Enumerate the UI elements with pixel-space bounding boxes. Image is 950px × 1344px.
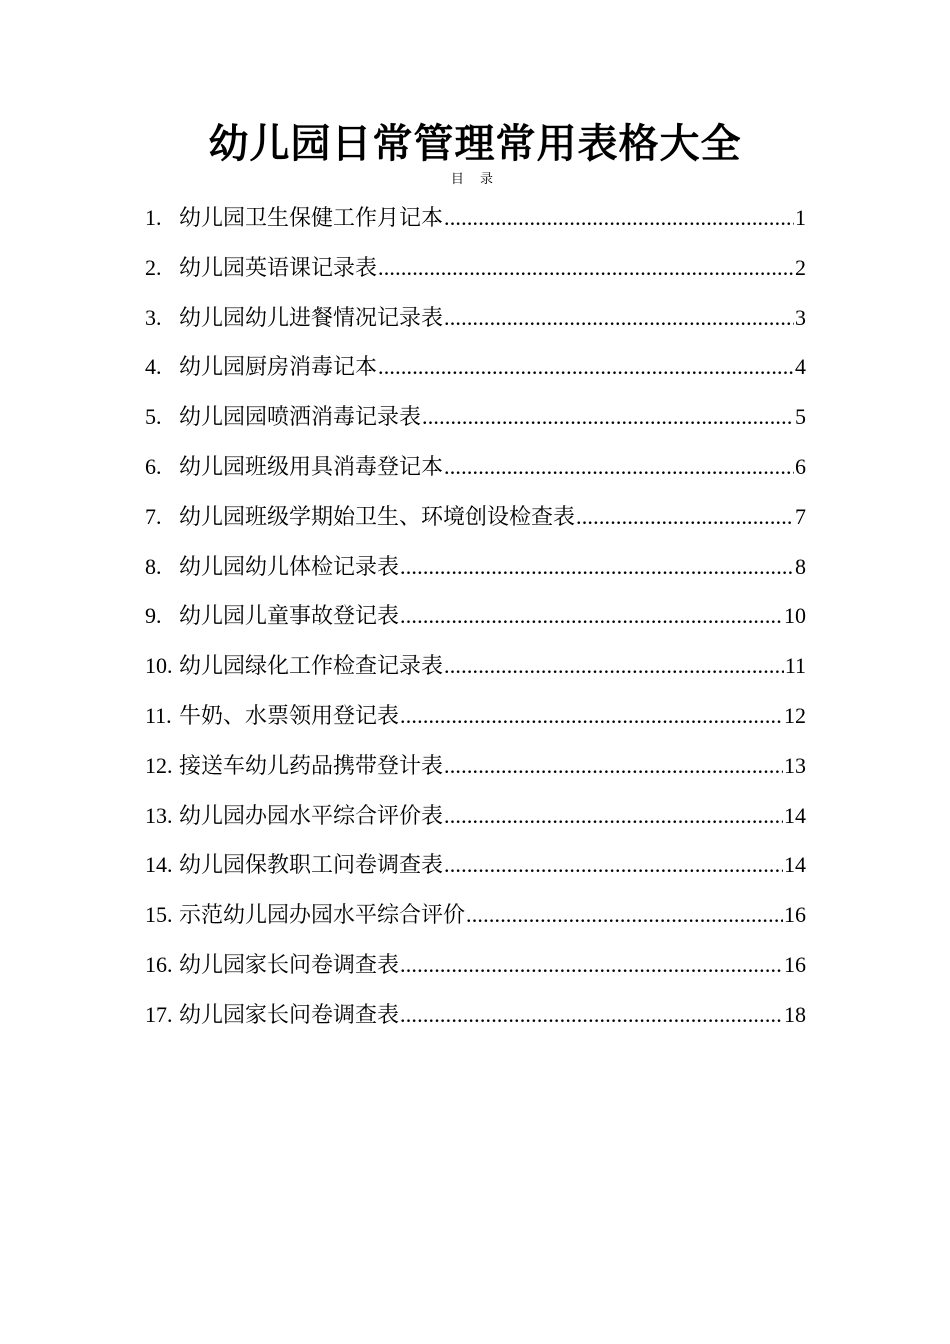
toc-dot-leader (576, 492, 794, 542)
toc-entry[interactable] (145, 542, 806, 592)
toc-entry-number: 7. (145, 503, 162, 529)
toc-entry-title: 幼儿园园喷洒消毒记录表 (179, 404, 422, 430)
toc-entry-number: 10. (145, 653, 173, 679)
toc-entry-page: 16 (784, 902, 806, 928)
toc-entry-number: 8. (145, 553, 162, 579)
toc-entry-page: 16 (784, 951, 806, 977)
toc-entry[interactable] (145, 890, 806, 940)
toc-dot-leader (444, 293, 794, 343)
toc-entry-number: 13. (145, 802, 173, 828)
toc-entry-page: 6 (795, 453, 806, 479)
toc-entry-number: 11. (145, 702, 172, 728)
toc-entry-number: 14. (145, 852, 173, 878)
toc-entry-number: 16. (145, 951, 173, 977)
toc-entry[interactable] (145, 193, 806, 243)
toc-dot-leader (466, 890, 783, 940)
toc-entry-page: 14 (784, 802, 806, 828)
toc-entry-title: 幼儿园卫生保健工作月记本 (179, 205, 444, 230)
toc-entry[interactable] (145, 442, 806, 492)
toc-dot-leader (444, 840, 783, 890)
toc-entry-number: 6. (145, 453, 162, 479)
toc-entry-title: 幼儿园班级学期始卫生、环境创设检查表 (179, 503, 576, 529)
toc-entry-number: 9. (145, 603, 162, 629)
toc-entry-title: 幼儿园家长问卷调查表 (179, 1001, 400, 1027)
toc-dot-leader (400, 940, 783, 990)
toc-entry[interactable] (145, 591, 806, 641)
toc-entry-title: 幼儿园英语课记录表 (179, 254, 378, 280)
toc-entry[interactable] (145, 243, 806, 293)
toc-entry[interactable] (145, 691, 806, 741)
toc-entry-page: 18 (784, 1001, 806, 1027)
toc-entry[interactable] (145, 492, 806, 542)
toc-entry-title: 幼儿园保教职工问卷调查表 (179, 852, 444, 878)
toc-dot-leader (444, 641, 784, 691)
toc-entry-title: 幼儿园儿童事故登记表 (179, 603, 400, 629)
toc-entry-number: 15. (145, 902, 173, 928)
toc-entry-number: 2. (145, 254, 162, 280)
toc-entry[interactable] (145, 791, 806, 841)
toc-entry-title: 牛奶、水票领用登记表 (179, 702, 400, 728)
toc-entry-title: 幼儿园班级用具消毒登记本 (179, 453, 444, 479)
toc-dot-leader (378, 243, 794, 293)
toc-entry-title: 示范幼儿园办园水平综合评价 (179, 902, 466, 928)
toc-entry-title: 幼儿园家长问卷调查表 (179, 951, 400, 977)
toc-entry-page: 8 (795, 553, 806, 579)
toc-entry-page: 3 (795, 304, 806, 330)
toc-dot-leader (400, 542, 794, 592)
toc-entry-title: 幼儿园办园水平综合评价表 (179, 802, 444, 828)
toc-entry-title: 接送车幼儿药品携带登计表 (179, 752, 444, 778)
toc-entry[interactable] (145, 641, 806, 691)
toc-heading: 目 录 (450, 172, 500, 187)
toc-entry-page: 2 (795, 254, 806, 280)
toc-entry-title: 幼儿园绿化工作检查记录表 (179, 653, 444, 679)
toc-entry[interactable] (145, 741, 806, 791)
toc-entry-page: 7 (795, 503, 806, 529)
toc-entry[interactable] (145, 342, 806, 392)
toc-entry-page: 4 (795, 354, 806, 380)
toc-entry-number: 5. (145, 404, 162, 430)
toc-entry-number: 3. (145, 304, 162, 330)
toc-entry-page: 10 (784, 603, 806, 629)
toc-entry-number: 1. (145, 205, 162, 230)
toc-entry-page: 11 (784, 653, 806, 679)
page-title: 幼儿园日常管理常用表格大全 (208, 121, 742, 167)
toc-entry[interactable] (145, 840, 806, 890)
toc-dot-leader (444, 791, 783, 841)
toc-entry-page: 14 (784, 852, 806, 878)
toc-entry-number: 17. (145, 1001, 173, 1027)
toc-entry-number: 4. (145, 354, 162, 380)
toc-entry-title: 幼儿园幼儿进餐情况记录表 (179, 304, 444, 330)
toc-entry-page: 13 (784, 752, 806, 778)
toc-entry[interactable] (145, 940, 806, 990)
table-of-contents (145, 193, 806, 1040)
toc-entry-title: 幼儿园厨房消毒记本 (179, 354, 378, 380)
toc-entry[interactable] (145, 293, 806, 343)
toc-dot-leader (400, 691, 783, 741)
toc-dot-leader (378, 342, 794, 392)
toc-dot-leader (422, 392, 794, 442)
toc-dot-leader (400, 591, 783, 641)
toc-entry[interactable] (145, 990, 806, 1040)
toc-entry-page: 12 (784, 702, 806, 728)
toc-entry[interactable] (145, 392, 806, 442)
toc-dot-leader (400, 990, 783, 1040)
toc-entry-page: 1 (795, 205, 806, 230)
toc-dot-leader (444, 442, 794, 492)
toc-dot-leader (444, 193, 794, 243)
toc-entry-page: 5 (795, 404, 806, 430)
toc-dot-leader (444, 741, 783, 791)
toc-entry-number: 12. (145, 752, 173, 778)
toc-entry-title: 幼儿园幼儿体检记录表 (179, 553, 400, 579)
